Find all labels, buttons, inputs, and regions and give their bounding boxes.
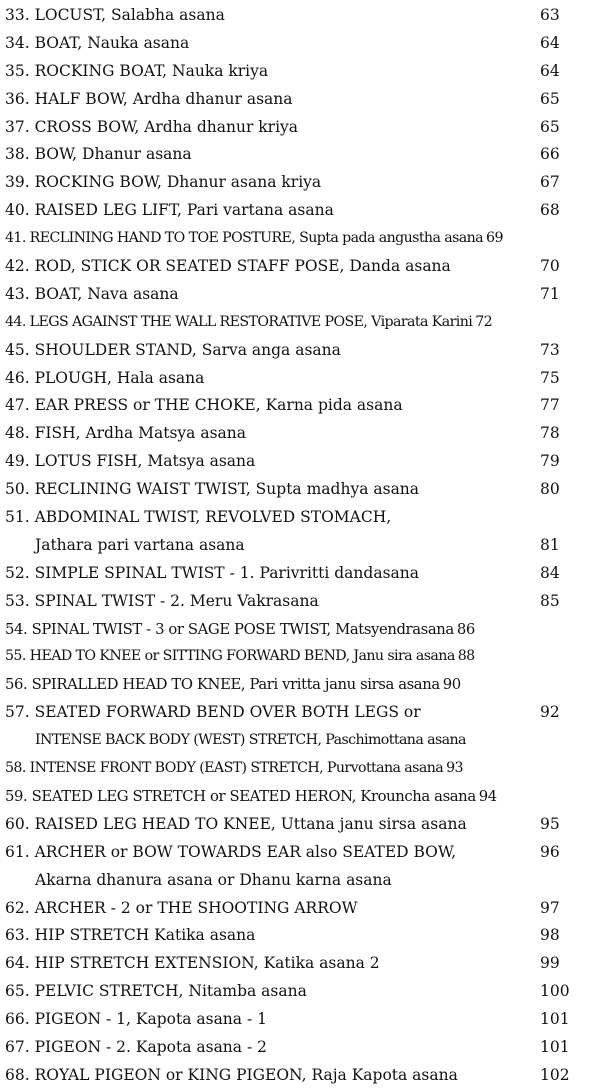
toc-entry-40 xyxy=(0,197,600,225)
page-number: 97 xyxy=(540,898,560,917)
toc-entry-50 xyxy=(0,476,600,504)
toc-entry-33 xyxy=(0,2,600,30)
toc-entry-54 xyxy=(0,616,600,644)
page-number: 95 xyxy=(540,814,560,833)
page-number: 99 xyxy=(540,954,560,973)
entry-title-continued: INTENSE BACK BODY (WEST) STRETCH, Paschimottana asana xyxy=(35,732,466,749)
page-number: 71 xyxy=(540,284,560,303)
toc-entry-53 xyxy=(0,588,600,616)
toc-entry-47 xyxy=(0,392,600,420)
page-number: 81 xyxy=(540,535,560,554)
page-number: 93 xyxy=(446,760,463,777)
page-number: 100 xyxy=(540,982,570,1001)
entry-title: 61. ARCHER or BOW TOWARDS EAR also SEATED BOW, xyxy=(5,842,457,861)
entry-title: 38. BOW, Dhanur asana xyxy=(5,145,192,164)
entry-title: 63. HIP STRETCH Katika asana xyxy=(5,926,256,945)
entry-title-continued: Jathara pari vartana asana xyxy=(35,535,245,554)
page-number: 69 xyxy=(486,230,503,247)
entry-title: 53. SPINAL TWIST - 2. Meru Vakrasana xyxy=(5,591,319,610)
page-number: 84 xyxy=(540,563,560,582)
toc-entry-67 xyxy=(0,1034,600,1062)
entry-title: 35. ROCKING BOAT, Nauka kriya xyxy=(5,61,269,80)
entry-title: 48. FISH, Ardha Matsya asana xyxy=(5,424,246,443)
page-number: 79 xyxy=(540,452,560,471)
page-number: 90 xyxy=(442,676,461,694)
entry-title: 59. SEATED LEG STRETCH or SEATED HERON, Krouncha asana 94 xyxy=(5,787,497,805)
page-number: 98 xyxy=(540,926,560,945)
entry-title: 60. RAISED LEG HEAD TO KNEE, Uttana janu sirsa asana xyxy=(5,814,467,833)
toc-entry-57 xyxy=(0,699,600,755)
toc-entry-44 xyxy=(0,309,600,337)
toc-entry-61 xyxy=(0,839,600,895)
table-of-contents xyxy=(0,2,600,1090)
entry-title: 51. ABDOMINAL TWIST, REVOLVED STOMACH, xyxy=(5,508,392,527)
entry-title: 64. HIP STRETCH EXTENSION, Katika asana 2 xyxy=(5,954,380,973)
toc-entry-34 xyxy=(0,30,600,58)
entry-title: 67. PIGEON - 2. Kapota asana - 2 xyxy=(5,1037,267,1056)
entry-title: 45. SHOULDER STAND, Sarva anga asana xyxy=(5,340,341,359)
page-number: 65 xyxy=(540,117,560,136)
toc-entry-37 xyxy=(0,114,600,142)
page-number: 64 xyxy=(540,61,560,80)
toc-entry-56 xyxy=(0,671,600,699)
entry-title: 66. PIGEON - 1, Kapota asana - 1 xyxy=(5,1010,267,1029)
entry-title: 50. RECLINING WAIST TWIST, Supta madhya asana xyxy=(5,480,420,499)
entry-title: 36. HALF BOW, Ardha dhanur asana xyxy=(5,89,293,108)
page-number: 85 xyxy=(540,591,560,610)
entry-title: 52. SIMPLE SPINAL TWIST - 1. Parivritti dandasana xyxy=(5,563,419,582)
toc-entry-52 xyxy=(0,560,600,588)
toc-entry-58 xyxy=(0,755,600,783)
entry-title: 41. RECLINING HAND TO TOE POSTURE, Supta pada angustha asana 69 xyxy=(5,230,503,247)
entry-title: 37. CROSS BOW, Ardha dhanur kriya xyxy=(5,117,299,136)
toc-entry-60 xyxy=(0,811,600,839)
entry-title: 40. RAISED LEG LIFT, Pari vartana asana xyxy=(5,201,334,220)
page-number: 96 xyxy=(540,842,560,861)
entry-title: 46. PLOUGH, Hala asana xyxy=(5,368,205,387)
toc-entry-36 xyxy=(0,86,600,114)
toc-entry-45 xyxy=(0,337,600,365)
toc-entry-49 xyxy=(0,448,600,476)
entry-title: 56. SPIRALLED HEAD TO KNEE, Pari vritta janu sirsa asana 90 xyxy=(5,676,461,694)
toc-entry-48 xyxy=(0,420,600,448)
toc-entry-41 xyxy=(0,225,600,253)
entry-title: 33. LOCUST, Salabha asana xyxy=(5,6,225,24)
page-number: 88 xyxy=(457,648,475,665)
page-number: 94 xyxy=(478,787,497,805)
page-number: 64 xyxy=(540,33,560,52)
page-number: 78 xyxy=(540,424,560,443)
entry-title: 49. LOTUS FISH, Matsya asana xyxy=(5,452,256,471)
page-number: 63 xyxy=(540,6,560,24)
page-number: 102 xyxy=(540,1065,570,1084)
toc-entry-38 xyxy=(0,141,600,169)
toc-entry-66 xyxy=(0,1006,600,1034)
page-number: 101 xyxy=(540,1010,570,1029)
toc-entry-59 xyxy=(0,783,600,811)
toc-entry-62 xyxy=(0,895,600,923)
entry-title: 43. BOAT, Nava asana xyxy=(5,284,179,303)
page-number: 73 xyxy=(540,340,560,359)
entry-title: 42. ROD, STICK OR SEATED STAFF POSE, Danda asana xyxy=(5,257,451,276)
entry-title: 44. LEGS AGAINST THE WALL RESTORATIVE POSE, Viparata Karini 72 xyxy=(5,313,493,330)
entry-title: 68. ROYAL PIGEON or KING PIGEON, Raja Kapota asana xyxy=(5,1065,458,1084)
toc-entry-64 xyxy=(0,950,600,978)
toc-entry-63 xyxy=(0,922,600,950)
page-number: 77 xyxy=(540,396,560,415)
entry-title: 54. SPINAL TWIST - 3 or SAGE POSE TWIST, Matsyendrasana 86 xyxy=(5,620,475,638)
toc-entry-39 xyxy=(0,169,600,197)
toc-entry-42 xyxy=(0,253,600,281)
page-number: 72 xyxy=(475,313,493,330)
page-number: 75 xyxy=(540,368,560,387)
page-number: 86 xyxy=(456,620,475,638)
entry-title: 47. EAR PRESS or THE CHOKE, Karna pida asana xyxy=(5,396,403,415)
entry-title: 55. HEAD TO KNEE or SITTING FORWARD BEND, Janu sira asana 88 xyxy=(5,648,475,665)
page-number: 80 xyxy=(540,480,560,499)
page-number: 92 xyxy=(540,703,560,722)
page-number: 68 xyxy=(540,201,560,220)
entry-title-continued: Akarna dhanura asana or Dhanu karna asana xyxy=(35,870,392,889)
entry-title: 58. INTENSE FRONT BODY (EAST) STRETCH, Purvottana asana 93 xyxy=(5,760,463,777)
toc-entry-35 xyxy=(0,58,600,86)
entry-title: 62. ARCHER - 2 or THE SHOOTING ARROW xyxy=(5,898,358,917)
entry-title: 65. PELVIC STRETCH, Nitamba asana xyxy=(5,982,307,1001)
page-number: 67 xyxy=(540,173,560,192)
entry-title: 39. ROCKING BOW, Dhanur asana kriya xyxy=(5,173,322,192)
entry-title: 34. BOAT, Nauka asana xyxy=(5,33,190,52)
toc-entry-43 xyxy=(0,281,600,309)
toc-entry-46 xyxy=(0,365,600,393)
page-number: 101 xyxy=(540,1037,570,1056)
page-number: 66 xyxy=(540,145,560,164)
toc-entry-65 xyxy=(0,978,600,1006)
toc-entry-51 xyxy=(0,504,600,560)
page-number: 70 xyxy=(540,257,560,276)
entry-title: 57. SEATED FORWARD BEND OVER BOTH LEGS or xyxy=(5,703,421,722)
toc-entry-55 xyxy=(0,643,600,671)
page-number: 65 xyxy=(540,89,560,108)
